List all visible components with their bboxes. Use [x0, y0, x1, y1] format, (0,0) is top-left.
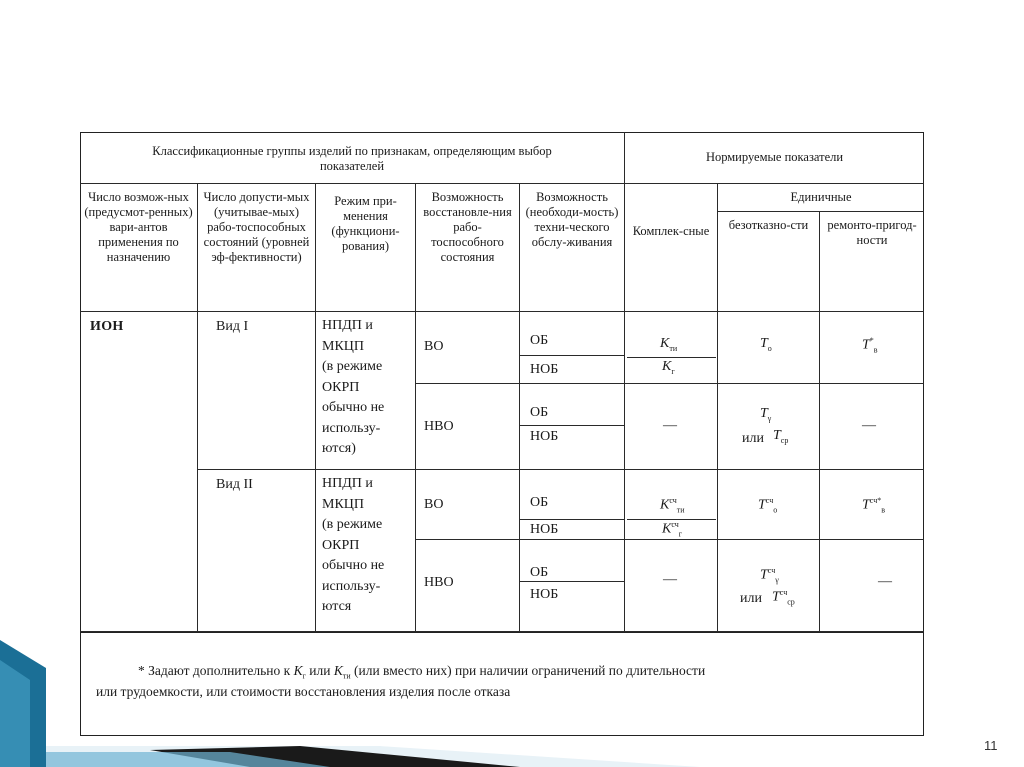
repair-cell-4: — — [820, 540, 924, 632]
k-g-symbol: $K_г$ — [662, 359, 675, 376]
repair-cell-1 — [820, 312, 924, 384]
ob-cell-4: ОБ — [520, 540, 625, 582]
nob-cell-4: НОБ — [520, 582, 625, 632]
col-recovery-header: Возможность восстановле-ния рабо-тоспособного состояния — [416, 184, 520, 312]
normed-title-cell — [625, 132, 924, 184]
ion-label: ИОН — [90, 319, 124, 334]
vo2-cell: ВО — [416, 470, 520, 540]
reliability-cell-4: $T^{сч}_\gamma$ или $T^{сч}_{ср}$ — [718, 540, 820, 632]
footnote: * Задают дополнительно к $K_г$ или $K_{ти}$ (или вместо них) при наличии ограничений по длительности или трудоемкости, или стоимости восстановления изделия после отказа — [80, 632, 924, 737]
t-v-symbol: $T^*_в$ — [862, 336, 878, 355]
group-title-cell — [80, 132, 625, 184]
k-ti-sch-symbol: $K^{сч}_{ти}$ — [660, 496, 685, 515]
complex-cell-2: — — [625, 384, 718, 470]
complex-cell-1 — [625, 312, 718, 384]
slide-number: 11 — [984, 738, 998, 753]
repair-cell-3 — [820, 470, 924, 540]
t-sr-sch-symbol: $T^{сч}_{ср}$ — [772, 588, 795, 607]
vid1-label: Вид I — [216, 319, 249, 334]
col-complex-header: Комплек-сные — [625, 184, 718, 312]
single-header: Единичные — [718, 184, 924, 212]
k-g-sch-symbol: $K^{сч}_г$ — [662, 520, 683, 539]
vid2-cell — [198, 470, 316, 632]
k-ti-symbol: $K_{ти}$ — [660, 336, 678, 353]
ob-cell-2: ОБ — [520, 384, 625, 426]
nob-cell-1: НОБ — [520, 356, 625, 384]
classification-table — [80, 132, 924, 736]
t-sr-symbol: $T_{ср}$ — [773, 428, 789, 445]
ob-cell-3: ОБ — [520, 470, 625, 520]
reliability-cell-2: $T_\gamma$ или $T_{ср}$ — [718, 384, 820, 470]
t-gamma-sch-symbol: $T^{сч}_\gamma$ — [760, 566, 779, 585]
col-repairability-header: ремонто-пригод-ности — [820, 212, 924, 312]
t-v-sch-symbol: $T^{сч*}_в$ — [862, 496, 885, 515]
ob-cell-1: ОБ — [520, 312, 625, 356]
repair-cell-2: — — [820, 384, 924, 470]
col-mode-header: Режим при-менения (функциони-рования) — [316, 184, 416, 312]
vo1-cell: ВО — [416, 312, 520, 384]
complex-cell-4: — — [625, 540, 718, 632]
reliability-cell-1 — [718, 312, 820, 384]
ion-cell — [80, 312, 198, 632]
t-gamma-symbol: $T_\gamma$ — [760, 406, 772, 423]
col-maintenance-header: Возможность (необходи-мость) техни-ческого обслу-живания — [520, 184, 625, 312]
nob-cell-2: НОБ — [520, 426, 625, 470]
group-title: Классификационные группы изделий по признакам, определяющим выбор показателей — [152, 144, 552, 173]
vid1-cell — [198, 312, 316, 470]
t-o-sch-symbol: $T^{сч}_о$ — [758, 496, 778, 515]
normed-title: Нормируемые показатели — [705, 150, 844, 164]
mode2-cell: НПДП и МКЦП (в режиме ОКРП обычно не использу- ются — [316, 470, 416, 632]
nvo1-cell: НВО — [416, 384, 520, 470]
mode1-cell: НПДП и МКЦП (в режиме ОКРП обычно не использу- ются) — [316, 312, 416, 470]
nvo2-cell: НВО — [416, 540, 520, 632]
nob-cell-3: НОБ — [520, 520, 625, 540]
complex-cell-3 — [625, 470, 718, 540]
reliability-cell-3 — [718, 470, 820, 540]
t-o-symbol: $T_о$ — [760, 336, 772, 353]
vid2-label: Вид II — [216, 477, 253, 492]
col-states-header: Число допусти-мых (учитывае-мых) рабо-тоспособных состояний (уровней эф-фективности) — [198, 184, 316, 312]
col-reliability-header: безотказно-сти — [718, 212, 820, 312]
decorative-bottom-stripe — [0, 738, 700, 767]
col-variants-header: Число возмож-ных (предусмот-ренных) вари-антов применения по назначению — [80, 184, 198, 312]
